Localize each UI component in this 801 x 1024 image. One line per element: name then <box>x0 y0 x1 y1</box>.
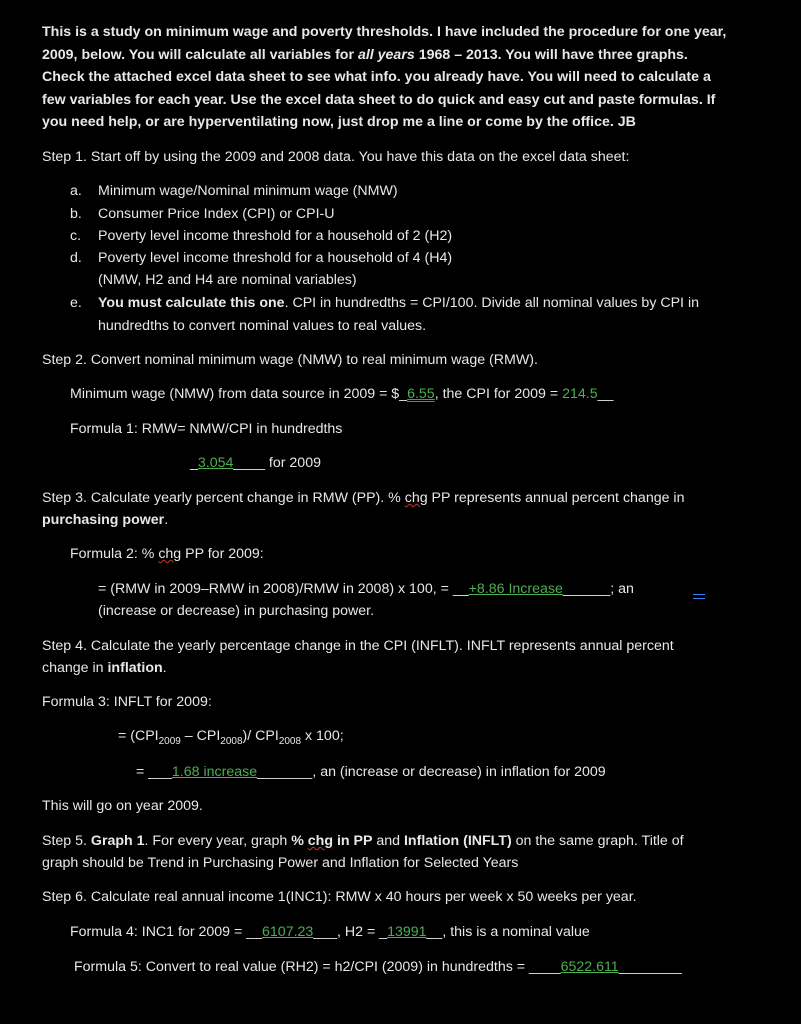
item-e-rest: . CPI in hundredths = CPI/100. Divide all nominal values by CPI in <box>284 295 699 311</box>
formula-4 <box>70 921 590 943</box>
h2-value: 13991 <box>387 924 427 940</box>
item-text: Poverty level income threshold for a household of 4 (H4) <box>98 250 453 266</box>
sub-2008-b: 2008 <box>278 735 302 747</box>
step2-nmw-line <box>70 383 613 405</box>
item-text: Poverty level income threshold for a household of 2 (H2) <box>98 228 453 244</box>
step5-line2: graph should be Trend in Purchasing Power and Inflation for Selected Years <box>42 855 519 871</box>
step1-heading: Step 1. Start off by using the 2009 and 2008 data. You have this data on the excel data sheet: <box>42 149 630 165</box>
formula2-b: PP for 2009: <box>181 546 264 562</box>
step5-heading <box>42 830 684 852</box>
step1-item-d <box>70 247 452 269</box>
nmw-value: 6.55 <box>407 386 435 402</box>
step4-heading-line2 <box>42 657 167 679</box>
step5-and: and <box>372 833 404 849</box>
step1-item-e <box>70 292 699 314</box>
step4-heading-end: . <box>162 660 167 676</box>
step3-heading <box>42 487 684 509</box>
inc1-value: 6107.23 <box>262 924 314 940</box>
step5-pct: % <box>291 833 308 849</box>
intro-line-2 <box>42 44 688 66</box>
sub-2008-a: 2008 <box>220 735 243 747</box>
step3-heading-a: Step 3. Calculate yearly percent change in RMW (PP). % <box>42 490 405 506</box>
step4-heading: Step 4. Calculate the yearly percentage change in the CPI (INFLT). INFLT represents annual percent <box>42 638 674 654</box>
pp-value: +8.86 Increase <box>468 581 563 597</box>
sub-2009: 2009 <box>158 735 181 747</box>
step3-chg: chg <box>404 490 428 506</box>
inflt-equation <box>118 725 344 747</box>
inflt-result <box>136 761 606 783</box>
item-label: d. <box>70 250 82 266</box>
f5-b: ________ <box>618 959 682 975</box>
rmw-result-line <box>190 452 321 474</box>
intro-all-years: all years <box>357 47 415 63</box>
item-label: a. <box>70 183 82 199</box>
purchasing-power: purchasing power <box>42 512 165 528</box>
f5-a: Formula 5: Convert to real value (RH2) = h2/CPI (2009) in hundredths = ____ <box>74 959 561 975</box>
pp-eq-b: ______; an <box>562 581 634 597</box>
pp-eq-a: = (RMW in 2009–RMW in 2008)/RMW in 2008) x 100, = __ <box>98 581 469 597</box>
formula-1: Formula 1: RMW= NMW/CPI in hundredths <box>70 421 343 437</box>
cpi-value: 214.5 <box>562 386 598 402</box>
cpi-label: , the CPI for 2009 = <box>434 386 563 402</box>
double-underline-mark <box>693 594 705 599</box>
rmw-value: 3.054 <box>197 455 234 471</box>
step3-heading-end: . <box>164 512 169 528</box>
step1-note: (NMW, H2 and H4 are nominal variables) <box>98 272 357 288</box>
intro-line-5: you need help, or are hyperventilating now, just drop me a line or come by the office. JB <box>42 114 636 130</box>
formula-5 <box>74 956 682 978</box>
formula2-a: Formula 2: % <box>70 546 159 562</box>
year-note: This will go on year 2009. <box>42 798 203 814</box>
step1-item-c <box>70 225 452 247</box>
intro-line-2c: 1968 – 2013. You will have three graphs. <box>414 47 688 63</box>
intro-line-4: few variables for each year. Use the excel data sheet to do quick and easy cut and paste formulas. If <box>42 92 716 108</box>
item-label: c. <box>70 228 82 244</box>
pp-equation <box>98 578 634 600</box>
item-label: e. <box>70 295 82 311</box>
item-text: Minimum wage/Nominal minimum wage (NMW) <box>98 183 398 199</box>
rh2-value: 6522.611 <box>560 959 619 975</box>
item-e-bold: You must calculate this one <box>98 295 285 311</box>
formula-3: Formula 3: INFLT for 2009: <box>42 694 212 710</box>
eq-minus: – <box>180 728 197 744</box>
step5-inflt: Inflation (INFLT) <box>403 833 512 849</box>
rmw-suffix: ____ for 2009 <box>233 455 321 471</box>
f4-b: ___, H2 = _ <box>313 924 388 940</box>
f4-c: __, this is a nominal value <box>426 924 590 940</box>
step2-heading: Step 2. Convert nominal minimum wage (NMW) to real minimum wage (RMW). <box>42 352 538 368</box>
step1-item-e-line2: hundredths to convert nominal values to real values. <box>98 318 427 334</box>
nmw-label: Minimum wage (NMW) from data source in 2009 = $_ <box>70 386 408 402</box>
formula2-chg: chg <box>158 546 182 562</box>
intro-line-2a: 2009, below. You will calculate all variables for <box>42 47 358 63</box>
step1-item-b <box>70 203 335 225</box>
eq-close: )/ <box>242 728 256 744</box>
formula-2 <box>70 543 264 565</box>
step4-heading-b: change in <box>42 660 108 676</box>
rmw-prefix: _ <box>190 455 198 471</box>
cpi-c: CPI <box>255 728 279 744</box>
cpi-a: CPI <box>134 728 159 744</box>
item-label: b. <box>70 206 82 222</box>
step5-chg: chg <box>307 833 333 849</box>
step3-heading-b: PP represents annual percent change in <box>427 490 685 506</box>
step5-e: on the same graph. Title of <box>511 833 684 849</box>
inflt-value: 1.68 increase <box>171 764 258 780</box>
graph-1: Graph 1 <box>90 833 145 849</box>
step3-heading-line2 <box>42 509 168 531</box>
inflation-word: inflation <box>107 660 163 676</box>
intro-line-3: Check the attached excel data sheet to see what info. you already have. You will need to calculate a <box>42 69 711 85</box>
eq-open: = ( <box>118 728 135 744</box>
pp-equation-line2: (increase or decrease) in purchasing power. <box>98 603 375 619</box>
cpi-blank: __ <box>597 386 614 402</box>
intro-line-1: This is a study on minimum wage and poverty thresholds. I have included the procedure for one year, <box>42 24 727 40</box>
step1-item-a <box>70 180 398 202</box>
item-text: Consumer Price Index (CPI) or CPI-U <box>98 206 335 222</box>
step5-a: Step 5. <box>42 833 91 849</box>
eq-tail: x 100; <box>301 728 344 744</box>
step6-heading: Step 6. Calculate real annual income 1(INC1): RMW x 40 hours per week x 50 weeks per year. <box>42 889 637 905</box>
inflt-suffix: _______, an (increase or decrease) in inflation for 2009 <box>257 764 606 780</box>
inflt-prefix: = ___ <box>136 764 172 780</box>
step5-b: . For every year, graph <box>144 833 292 849</box>
f4-a: Formula 4: INC1 for 2009 = __ <box>70 924 263 940</box>
cpi-b: CPI <box>196 728 221 744</box>
step5-in-pp: in PP <box>333 833 373 849</box>
